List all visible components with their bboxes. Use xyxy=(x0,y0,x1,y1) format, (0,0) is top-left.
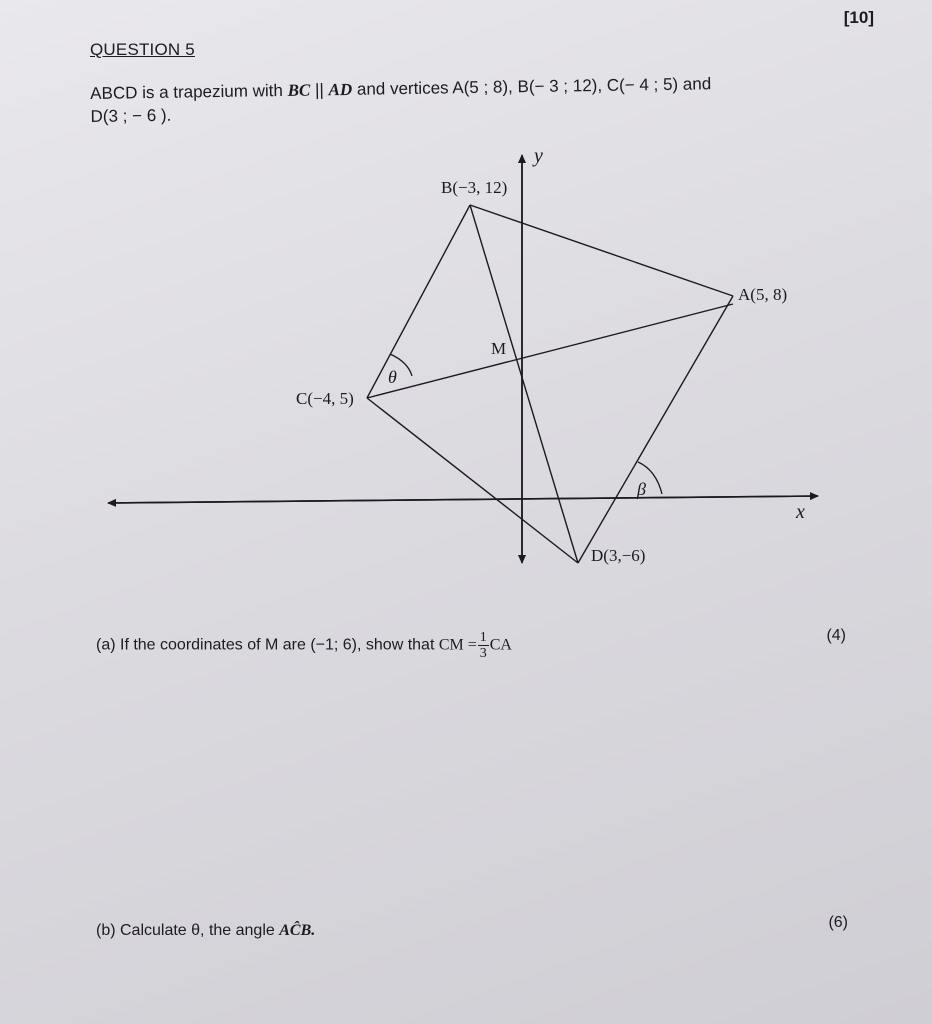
vertex-c-label: C(−4, 5) xyxy=(296,389,354,408)
segment-bc: BC xyxy=(287,80,311,100)
part-b-marks: (6) xyxy=(828,914,848,931)
part-a-rhs: CA xyxy=(489,636,512,654)
parallel-symbol: || xyxy=(310,80,329,100)
beta-label: β xyxy=(637,479,646,499)
segment-ad: AD xyxy=(328,79,353,100)
y-axis-label: y xyxy=(534,145,543,167)
side-bc xyxy=(367,205,470,398)
side-cd xyxy=(367,398,578,563)
part-b-text: (b) Calculate θ, the angle xyxy=(96,922,280,939)
vertex-d-label: D(3,−6) xyxy=(591,546,646,565)
x-axis-label: x xyxy=(796,501,805,523)
x-axis-left-arrow xyxy=(108,496,818,503)
diagonal-bd xyxy=(470,205,578,563)
fraction-denominator: 3 xyxy=(479,646,487,661)
side-ad xyxy=(578,296,733,563)
part-a-text: (a) If the coordinates of M are (−1; 6), show that xyxy=(96,636,439,654)
point-m-label: M xyxy=(491,339,507,358)
part-a-lhs: CM = xyxy=(438,636,477,654)
part-a-question xyxy=(96,630,512,661)
intro-line1-suffix: and vertices A(5 ; 8), B(− 3 ; 12), C(− 4 ; 5) and xyxy=(352,74,712,99)
part-b-question xyxy=(96,922,315,940)
total-marks: [10] xyxy=(843,8,874,27)
vertex-a-label: A(5, 8) xyxy=(738,285,788,304)
side-ab xyxy=(470,205,733,296)
one-third-fraction xyxy=(478,630,489,661)
part-b-angle: AĈB. xyxy=(279,922,316,939)
theta-label: θ xyxy=(388,367,397,387)
fraction-numerator: 1 xyxy=(479,630,487,645)
diagonal-ca xyxy=(367,304,733,398)
vertex-b-label: B(−3, 12) xyxy=(441,178,508,197)
intro-line2: D(3 ; − 6 ). xyxy=(90,105,172,126)
question-title: QUESTION 5 xyxy=(90,40,195,59)
part-a-marks: (4) xyxy=(826,627,846,644)
intro-line1-prefix: ABCD is a trapezium with xyxy=(90,80,288,103)
